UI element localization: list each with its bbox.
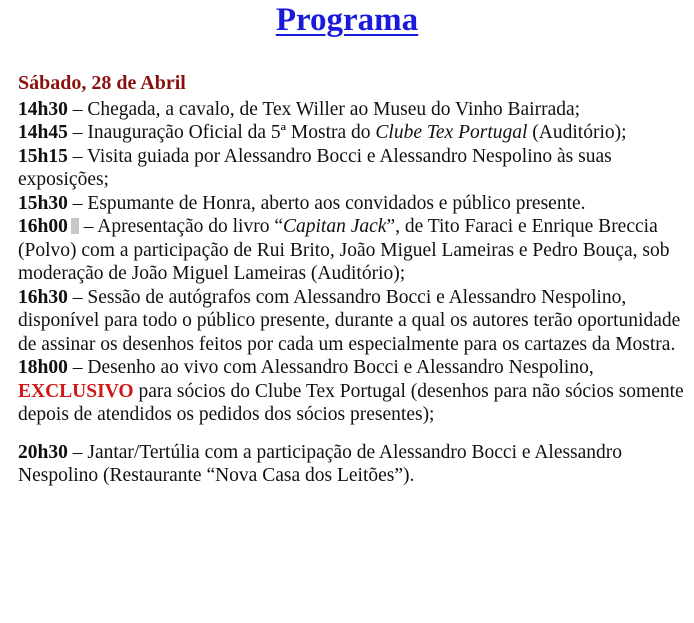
entry-text: – Espumante de Honra, aberto aos convidados e público presente. [67, 192, 586, 214]
entry-time: 16h30 [18, 286, 68, 308]
program-entry [18, 441, 684, 488]
entry-time: 15h30 [18, 192, 68, 214]
entry-time: 18h00 [18, 357, 68, 378]
entry-text: ”, de Tito Faraci e Enrique Breccia (Polvo) com a participação de Rui Brito, João Miguel Lameiras e Pedro Bouça, sob moderação de João Miguel Lameiras (Auditório); [18, 216, 670, 284]
program-entry [18, 121, 684, 145]
program-entry [18, 356, 684, 427]
entry-text: – Chegada, a cavalo, de Tex Willer ao Museu do Vinho Bairrada; [67, 98, 581, 120]
text-cursor-marker [71, 218, 79, 234]
entry-text: – Apresentação do livro “ [78, 216, 283, 237]
entry-text: – Inauguração Oficial da 5ª Mostra do [67, 122, 376, 143]
entry-time: 14h45 [18, 122, 68, 143]
entry-text: para sócios do Clube Tex Portugal (desenhos para não sócios somente depois de atendidos os pedidos dos sócios presentes); [18, 380, 684, 425]
entry-text: – Visita guiada por Alessandro Bocci e Alessandro Nespolino às suas exposições; [18, 145, 612, 190]
program-entry [18, 192, 684, 216]
entry-text: – Jantar/Tertúlia com a participação de Alessandro Bocci e Alessandro Nespolino (Restaurante “Nova Casa dos Leitões”). [18, 441, 623, 486]
page-title: Programa [275, 2, 419, 38]
program-entry [18, 145, 684, 192]
entry-text: – Desenho ao vivo com Alessandro Bocci e Alessandro Nespolino, [67, 357, 594, 378]
entry-time: 16h00 [18, 216, 68, 237]
program-content [18, 72, 684, 488]
entry-time: 14h30 [18, 98, 68, 120]
day-heading: Sábado, 28 de Abril [18, 72, 186, 94]
entry-text: – Sessão de autógrafos com Alessandro Bocci e Alessandro Nespolino, disponível para todo o público presente, durante a qual os autores terão oportunidade de assinar os desenhos feitos por cada um especialmente para os cartazes da Mostra. [18, 286, 681, 355]
entry-italic-text: Capitan Jack [283, 216, 387, 237]
entry-time: 15h15 [18, 145, 68, 167]
entry-italic-text: Clube Tex Portugal [375, 122, 528, 143]
program-entry [18, 286, 684, 357]
entry-time: 20h30 [18, 441, 68, 463]
entry-text: (Auditório); [527, 122, 627, 143]
program-entry [18, 215, 684, 286]
exclusive-label: EXCLUSIVO [18, 380, 134, 402]
program-entry [18, 98, 684, 122]
